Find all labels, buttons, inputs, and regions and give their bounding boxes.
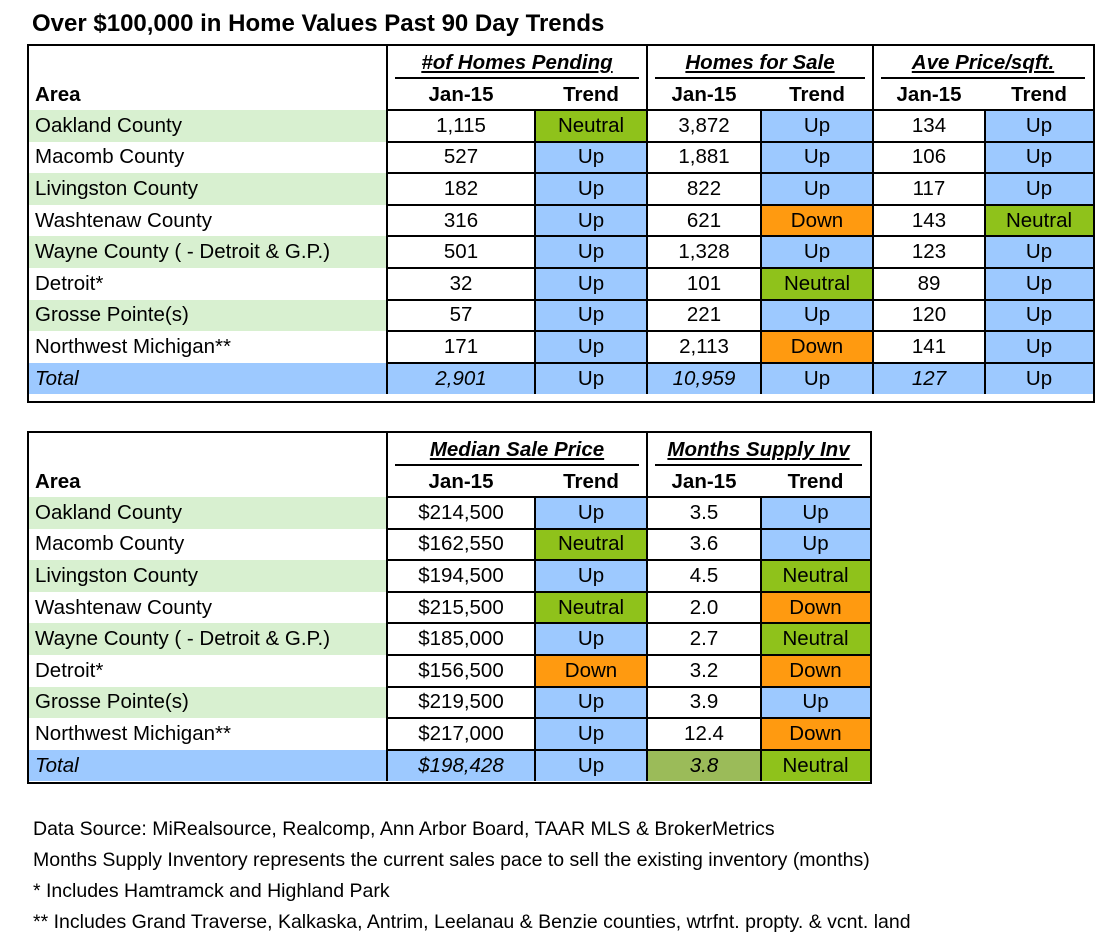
trend-cell: Up (535, 331, 647, 363)
sub-header: Jan-15 (671, 83, 737, 106)
value-cell: 32 (449, 271, 473, 295)
trend-cell: Neutral (761, 560, 870, 592)
area-label: Oakland County (29, 110, 387, 142)
area-label: Washtenaw County (35, 595, 212, 619)
trend-cell: Up (761, 236, 873, 268)
value-cell: 221 (686, 303, 722, 327)
trend-cell: Up (985, 110, 1093, 142)
total-value-cell: 3.8 (647, 750, 761, 782)
value-cell: 134 (911, 113, 947, 137)
area-label: Wayne County ( - Detroit & G.P.) (29, 236, 387, 268)
trend-cell: Up (761, 529, 870, 561)
value-cell: 501 (443, 240, 479, 264)
value-cell: $162,550 (418, 532, 504, 556)
value-cell: 57 (449, 303, 473, 327)
row-divider (386, 686, 870, 688)
row-divider (386, 654, 870, 656)
value-cell: 120 (911, 303, 947, 327)
group-header: Ave Price/sqft. (911, 51, 1055, 74)
note-northwest-michigan: ** Includes Grand Traverse, Kalkaska, Antrim, Leelanau & Benzie counties, wtrfnt. propty. & vcnt. land (33, 911, 911, 933)
value-cell: 141 (911, 334, 947, 358)
area-label: Detroit* (35, 271, 104, 295)
area-label: Livingston County (29, 173, 387, 205)
trend-cell: Up (761, 497, 870, 529)
row-divider (386, 362, 1093, 364)
sub-header: Trend (787, 470, 844, 493)
sub-header: Trend (1011, 83, 1067, 106)
trend-cell: Down (761, 592, 870, 624)
row-divider (386, 141, 1093, 143)
row-divider (386, 330, 1093, 332)
value-cell: 2.7 (689, 627, 719, 651)
total-value-cell: 2,901 (387, 363, 535, 395)
trend-cell: Up (535, 687, 647, 719)
trend-cell: Down (761, 205, 873, 237)
value-cell: 143 (911, 208, 947, 232)
trend-cell: Down (761, 718, 870, 750)
trend-cell: Neutral (535, 529, 647, 561)
trend-cell: Up (985, 142, 1093, 174)
area-label: Grosse Pointe(s) (29, 687, 387, 719)
note-months-supply: Months Supply Inventory represents the current sales pace to sell the existing inventory (months) (33, 849, 870, 871)
column-divider (984, 110, 986, 394)
value-cell: 117 (912, 176, 946, 200)
value-cell: 3,872 (678, 113, 730, 137)
total-value-cell: 10,959 (647, 363, 761, 395)
trend-cell: Up (535, 236, 647, 268)
row-divider (386, 172, 1093, 174)
trend-cell: Up (761, 110, 873, 142)
area-label: Northwest Michigan** (35, 334, 231, 358)
area-label: Grosse Pointe(s) (29, 300, 387, 332)
value-cell: $214,500 (418, 500, 504, 524)
value-cell: 182 (443, 176, 479, 200)
group-underline (655, 77, 865, 79)
column-divider (646, 433, 648, 781)
trend-cell: Up (985, 173, 1093, 205)
trend-cell: Down (761, 655, 870, 687)
group-header: Median Sale Price (429, 438, 605, 461)
row-divider (386, 267, 1093, 269)
row-divider (386, 559, 870, 561)
value-cell: 527 (443, 145, 479, 169)
value-cell: 621 (686, 208, 722, 232)
trend-cell: Up (761, 300, 873, 332)
row-divider (386, 622, 870, 624)
value-cell: 106 (911, 145, 947, 169)
trend-cell: Up (985, 331, 1093, 363)
note-data-source: Data Source: MiRealsource, Realcomp, Ann Arbor Board, TAAR MLS & BrokerMetrics (33, 818, 775, 840)
notes (33, 814, 911, 938)
column-divider (760, 110, 762, 394)
total-value-cell: 127 (873, 363, 985, 395)
trend-cell: Neutral (535, 592, 647, 624)
trend-cell: Up (761, 142, 873, 174)
area-header: Area (35, 83, 81, 106)
note-detroit: * Includes Hamtramck and Highland Park (33, 880, 390, 902)
value-cell: 3.2 (689, 658, 719, 682)
value-cell: 101 (686, 271, 722, 295)
value-cell: 3.6 (689, 532, 719, 556)
value-cell: 123 (911, 240, 947, 264)
value-cell: $194,500 (418, 563, 504, 587)
column-divider (646, 46, 648, 394)
trend-cell: Down (535, 655, 647, 687)
area-label: Macomb County (35, 145, 185, 169)
value-cell: 171 (443, 334, 479, 358)
area-label: Detroit* (35, 658, 104, 682)
trend-cell: Up (761, 687, 870, 719)
group-underline (395, 77, 639, 79)
group-header: Months Supply Inv (667, 438, 850, 461)
value-cell: $185,000 (418, 627, 504, 651)
value-cell: $156,500 (418, 658, 504, 682)
group-underline (881, 77, 1085, 79)
value-cell: 2,113 (679, 334, 729, 358)
value-cell: $217,000 (418, 721, 504, 745)
trends-table-price-supply (27, 431, 872, 784)
row-divider (386, 299, 1093, 301)
trend-cell: Up (535, 142, 647, 174)
column-divider (386, 433, 388, 781)
group-underline (395, 464, 639, 466)
trend-cell: Up (535, 497, 647, 529)
value-cell: 3.9 (689, 690, 719, 714)
trend-cell: Up (535, 560, 647, 592)
value-cell: 3.5 (689, 500, 719, 524)
value-cell: $219,500 (418, 690, 504, 714)
value-cell: $215,500 (418, 595, 504, 619)
row-divider (386, 109, 1093, 111)
trend-cell: Up (985, 236, 1093, 268)
value-cell: 12.4 (684, 721, 724, 745)
value-cell: 1,115 (436, 113, 486, 137)
trends-table-homes (27, 44, 1095, 403)
trend-cell: Down (761, 331, 873, 363)
column-divider (534, 497, 536, 781)
group-underline (655, 464, 862, 466)
sub-header: Jan-15 (896, 83, 962, 106)
value-cell: 1,881 (678, 145, 730, 169)
total-trend-cell: Up (761, 363, 873, 395)
sub-header: Trend (563, 470, 619, 493)
total-value-cell: $198,428 (387, 750, 535, 782)
area-label: Washtenaw County (35, 208, 212, 232)
row-divider (386, 591, 870, 593)
trend-cell: Neutral (761, 268, 873, 300)
area-label: Wayne County ( - Detroit & G.P.) (29, 623, 387, 655)
trend-cell: Neutral (985, 205, 1093, 237)
sub-header: Jan-15 (671, 470, 737, 493)
column-divider (386, 46, 388, 394)
row-divider (386, 528, 870, 530)
column-divider (534, 110, 536, 394)
trend-cell: Neutral (535, 110, 647, 142)
trend-cell: Up (761, 173, 873, 205)
value-cell: 822 (686, 176, 722, 200)
trend-cell: Up (535, 300, 647, 332)
total-trend-cell: Up (535, 363, 647, 395)
trend-cell: Up (535, 718, 647, 750)
value-cell: 316 (443, 208, 479, 232)
row-divider (386, 717, 870, 719)
sub-header: Trend (563, 83, 619, 106)
total-label: Total (29, 750, 387, 782)
group-header: #of Homes Pending (421, 51, 613, 74)
trend-cell: Up (535, 205, 647, 237)
trend-cell: Up (985, 300, 1093, 332)
trend-cell: Up (535, 623, 647, 655)
area-label: Northwest Michigan** (35, 721, 231, 745)
value-cell: 1,328 (678, 240, 730, 264)
sub-header: Jan-15 (428, 470, 494, 493)
row-divider (386, 496, 870, 498)
trend-cell: Up (535, 268, 647, 300)
trend-cell: Up (985, 268, 1093, 300)
column-divider (872, 46, 874, 394)
row-divider (386, 204, 1093, 206)
total-label: Total (29, 363, 387, 395)
value-cell: 2.0 (689, 595, 719, 619)
page-title: Over $100,000 in Home Values Past 90 Day Trends (32, 10, 605, 37)
total-trend-cell: Neutral (761, 750, 870, 782)
column-divider (760, 497, 762, 781)
row-divider (386, 235, 1093, 237)
sub-header: Trend (789, 83, 845, 106)
area-label: Oakland County (29, 497, 387, 529)
value-cell: 89 (917, 271, 941, 295)
sub-header: Jan-15 (428, 83, 494, 106)
value-cell: 4.5 (689, 563, 719, 587)
group-header: Homes for Sale (685, 51, 835, 74)
row-divider (386, 749, 870, 751)
total-trend-cell: Up (535, 750, 647, 782)
area-header: Area (35, 470, 81, 493)
total-trend-cell: Up (985, 363, 1093, 395)
trend-cell: Neutral (761, 623, 870, 655)
area-label: Livingston County (29, 560, 387, 592)
area-label: Macomb County (35, 532, 185, 556)
trend-cell: Up (535, 173, 647, 205)
